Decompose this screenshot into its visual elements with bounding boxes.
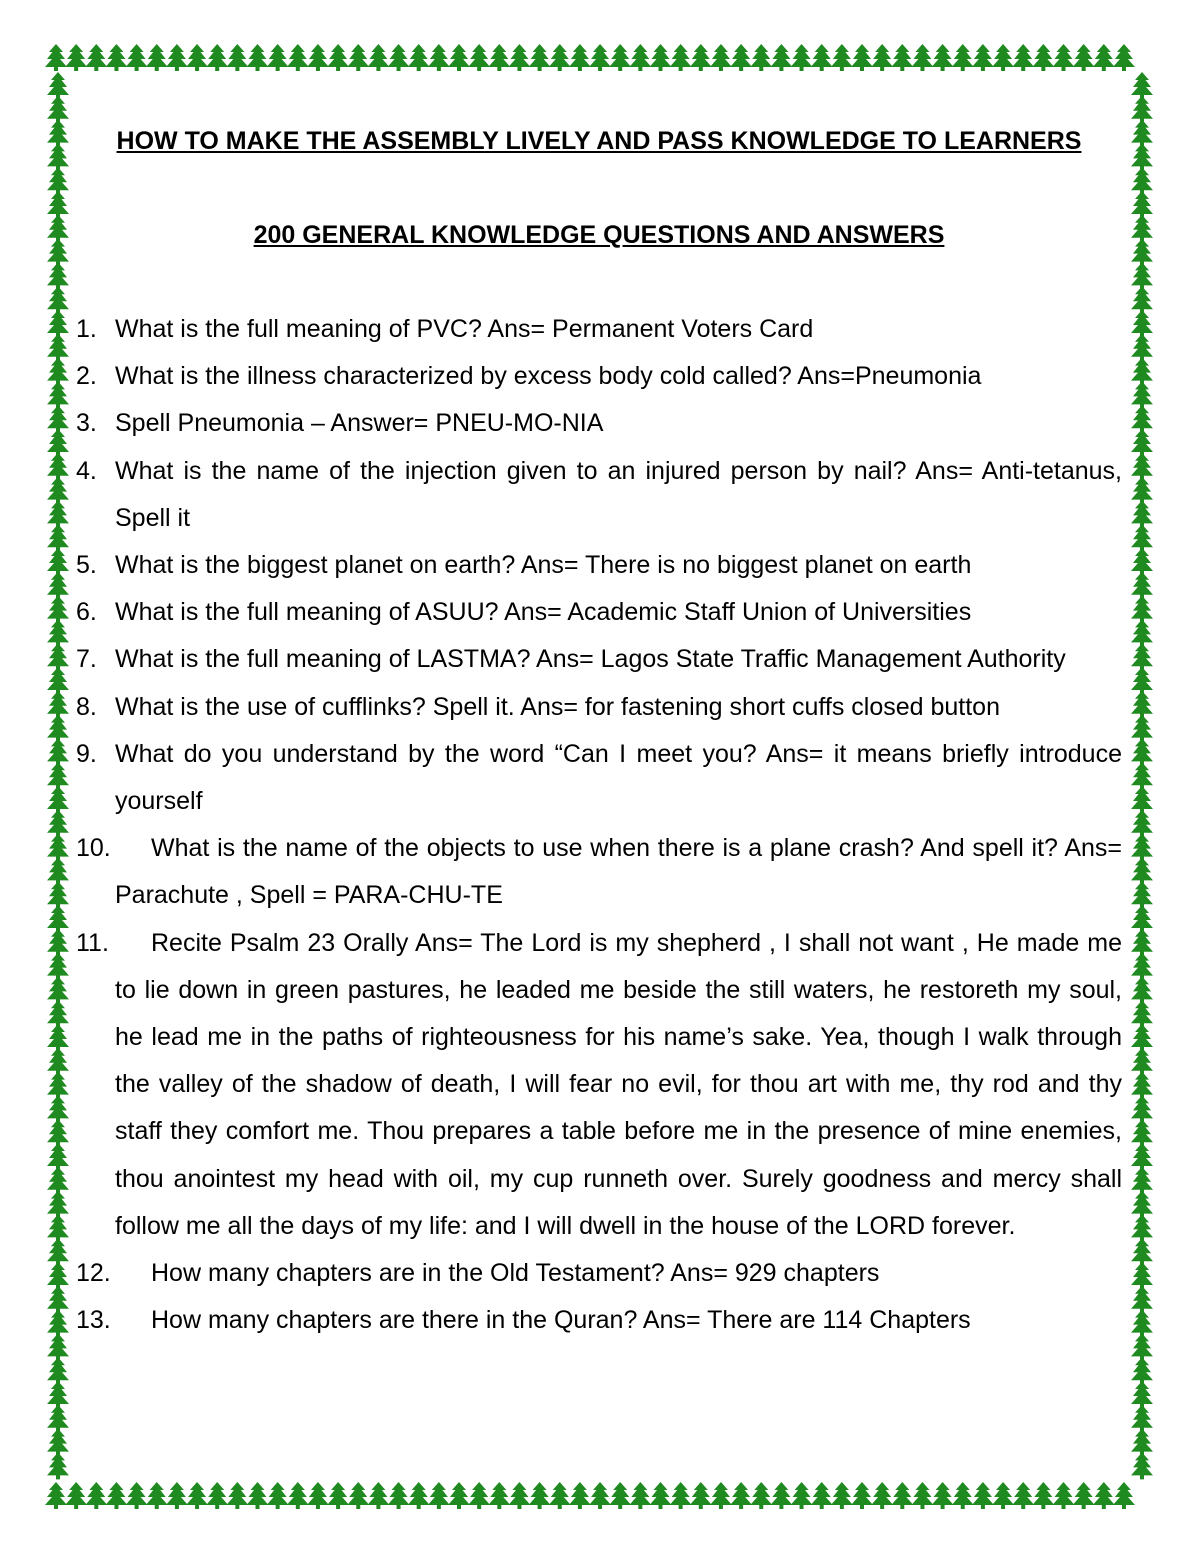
tree-icon: [1073, 1482, 1095, 1509]
question-number: 12.: [76, 1259, 111, 1288]
tree-icon: [932, 1482, 954, 1509]
tree-icon: [47, 1119, 69, 1146]
tree-icon: [47, 953, 69, 980]
tree-icon: [770, 1482, 792, 1509]
tree-icon: [47, 358, 69, 385]
tree-icon: [47, 572, 69, 599]
tree-icon: [891, 44, 913, 71]
tree-icon: [85, 44, 107, 71]
list-item: [76, 400, 1122, 447]
tree-icon: [1131, 262, 1153, 289]
tree-icon: [47, 929, 69, 956]
tree-icon: [47, 1072, 69, 1099]
tree-icon: [85, 1482, 107, 1509]
tree-icon: [811, 1482, 833, 1509]
tree-icon: [1053, 44, 1075, 71]
tree-icon: [47, 1310, 69, 1337]
tree-icon: [508, 44, 530, 71]
tree-icon: [186, 1482, 208, 1509]
tree-icon: [1131, 1357, 1153, 1384]
tree-icon: [146, 1482, 168, 1509]
tree-icon: [851, 1482, 873, 1509]
tree-icon: [871, 44, 893, 71]
tree-icon: [47, 857, 69, 884]
tree-icon: [1131, 1000, 1153, 1027]
tree-icon: [1131, 857, 1153, 884]
tree-icon: [488, 1482, 510, 1509]
tree-icon: [488, 44, 510, 71]
tree-icon: [791, 44, 813, 71]
tree-icon: [730, 44, 752, 71]
tree-icon: [47, 1214, 69, 1241]
question-number: 11.: [76, 928, 109, 957]
tree-icon: [47, 1452, 69, 1479]
tree-icon: [47, 715, 69, 742]
tree-icon: [1012, 44, 1034, 71]
tree-icon: [367, 1482, 389, 1509]
tree-icon: [47, 1024, 69, 1051]
tree-icon: [1131, 1048, 1153, 1075]
tree-icon: [650, 44, 672, 71]
tree-icon: [1131, 215, 1153, 242]
tree-icon: [1131, 96, 1153, 123]
tree-icon: [1131, 691, 1153, 718]
tree-icon: [1131, 929, 1153, 956]
tree-icon: [589, 44, 611, 71]
tree-icon: [47, 834, 69, 861]
tree-icon: [65, 1482, 87, 1509]
tree-icon: [47, 477, 69, 504]
tree-icon: [992, 44, 1014, 71]
question-text: What is the illness characterized by excess body cold called? Ans=Pneumonia: [115, 362, 982, 391]
list-item: [76, 731, 1122, 825]
list-item: [76, 1250, 1122, 1297]
tree-icon: [146, 44, 168, 71]
tree-icon: [47, 1405, 69, 1432]
tree-icon: [126, 44, 148, 71]
tree-icon: [47, 167, 69, 194]
tree-icon: [47, 1048, 69, 1075]
tree-icon: [589, 1482, 611, 1509]
tree-icon: [710, 44, 732, 71]
tree-icon: [1131, 239, 1153, 266]
tree-icon: [1032, 1482, 1054, 1509]
tree-icon: [327, 1482, 349, 1509]
question-number: 6.: [76, 598, 97, 627]
tree-icon: [911, 44, 933, 71]
tree-icon: [47, 667, 69, 694]
tree-icon: [347, 1482, 369, 1509]
tree-icon: [1131, 953, 1153, 980]
tree-icon: [508, 1482, 530, 1509]
list-item: [76, 636, 1122, 683]
question-text: What is the name of the injection given to an injured person by nail? Ans= Anti-tetanus, Spell it: [115, 456, 1122, 532]
tree-icon: [549, 1482, 571, 1509]
tree-icon: [1012, 1482, 1034, 1509]
tree-icon: [932, 44, 954, 71]
list-item: [76, 448, 1122, 542]
question-number: 10.: [76, 834, 111, 863]
tree-icon: [47, 1429, 69, 1456]
right-tree-border: [1128, 72, 1156, 1482]
tree-icon: [710, 1482, 732, 1509]
tree-icon: [1131, 738, 1153, 765]
tree-icon: [1131, 643, 1153, 670]
tree-icon: [65, 44, 87, 71]
tree-icon: [47, 738, 69, 765]
tree-icon: [448, 44, 470, 71]
tree-icon: [569, 44, 591, 71]
tree-icon: [287, 1482, 309, 1509]
tree-icon: [1131, 1381, 1153, 1408]
tree-icon: [408, 44, 430, 71]
tree-icon: [388, 44, 410, 71]
tree-icon: [47, 881, 69, 908]
question-number: 4.: [76, 456, 97, 485]
tree-icon: [166, 1482, 188, 1509]
tree-icon: [891, 1482, 913, 1509]
tree-icon: [47, 786, 69, 813]
bottom-tree-border: [44, 1482, 1156, 1510]
tree-icon: [47, 453, 69, 480]
tree-icon: [47, 262, 69, 289]
tree-icon: [307, 44, 329, 71]
tree-icon: [972, 44, 994, 71]
list-item: [76, 1297, 1122, 1344]
tree-icon: [47, 596, 69, 623]
tree-icon: [1131, 477, 1153, 504]
tree-icon: [750, 1482, 772, 1509]
tree-icon: [831, 1482, 853, 1509]
tree-icon: [1131, 1310, 1153, 1337]
tree-icon: [1131, 976, 1153, 1003]
tree-icon: [247, 44, 269, 71]
tree-icon: [1131, 167, 1153, 194]
tree-icon: [1131, 310, 1153, 337]
question-text: How many chapters are in the Old Testament? Ans= 929 chapters: [151, 1259, 880, 1288]
tree-icon: [1131, 500, 1153, 527]
tree-icon: [47, 1333, 69, 1360]
tree-icon: [1131, 1214, 1153, 1241]
tree-icon: [831, 44, 853, 71]
tree-icon: [529, 44, 551, 71]
tree-icon: [1131, 191, 1153, 218]
tree-icon: [1113, 44, 1135, 71]
tree-icon: [267, 1482, 289, 1509]
tree-icon: [1131, 334, 1153, 361]
list-item: [76, 542, 1122, 589]
question-text: What is the full meaning of PVC? Ans= Permanent Voters Card: [115, 315, 814, 343]
tree-icon: [750, 44, 772, 71]
tree-icon: [287, 44, 309, 71]
tree-icon: [1093, 1482, 1115, 1509]
tree-icon: [47, 524, 69, 551]
tree-icon: [1131, 619, 1153, 646]
tree-icon: [47, 310, 69, 337]
tree-icon: [529, 1482, 551, 1509]
question-number: 5.: [76, 551, 97, 580]
question-number: 1.: [76, 315, 97, 343]
tree-icon: [47, 1000, 69, 1027]
tree-icon: [47, 1381, 69, 1408]
list-item: [76, 306, 1122, 353]
tree-icon: [47, 215, 69, 242]
tree-icon: [1131, 1405, 1153, 1432]
tree-icon: [690, 44, 712, 71]
page-content: [76, 118, 1122, 1344]
tree-icon: [47, 1357, 69, 1384]
list-item: [76, 353, 1122, 400]
tree-icon: [770, 44, 792, 71]
question-number: 9.: [76, 739, 97, 768]
tree-icon: [1131, 834, 1153, 861]
list-item: [76, 920, 1122, 1250]
tree-icon: [247, 1482, 269, 1509]
tree-icon: [1032, 44, 1054, 71]
tree-icon: [367, 44, 389, 71]
tree-icon: [47, 1095, 69, 1122]
tree-icon: [327, 44, 349, 71]
tree-icon: [1131, 762, 1153, 789]
question-text: What do you understand by the word “Can I meet you? Ans= it means briefly introduce yourself: [115, 739, 1122, 816]
tree-icon: [1131, 524, 1153, 551]
tree-icon: [1131, 1452, 1153, 1479]
page-title: HOW TO MAKE THE ASSEMBLY LIVELY AND PASS KNOWLEDGE TO LEARNERS: [116, 127, 1082, 155]
tree-icon: [952, 1482, 974, 1509]
tree-icon: [670, 1482, 692, 1509]
tree-icon: [226, 44, 248, 71]
list-item: [76, 684, 1122, 731]
tree-icon: [1053, 1482, 1075, 1509]
tree-icon: [206, 1482, 228, 1509]
tree-icon: [549, 44, 571, 71]
tree-icon: [629, 44, 651, 71]
tree-icon: [47, 762, 69, 789]
question-text: What is the biggest planet on earth? Ans= There is no biggest planet on earth: [115, 551, 972, 580]
tree-icon: [811, 44, 833, 71]
tree-icon: [1131, 596, 1153, 623]
tree-icon: [47, 429, 69, 456]
tree-icon: [1131, 905, 1153, 932]
tree-icon: [650, 1482, 672, 1509]
tree-icon: [47, 1286, 69, 1313]
tree-icon: [1131, 1119, 1153, 1146]
tree-icon: [47, 619, 69, 646]
tree-icon: [428, 1482, 450, 1509]
left-tree-border: [44, 72, 72, 1482]
question-text: What is the use of cufflinks? Spell it. Ans= for fastening short cuffs closed button: [115, 692, 1000, 721]
question-text: What is the full meaning of ASUU? Ans= Academic Staff Union of Universities: [115, 598, 972, 627]
tree-icon: [1131, 1333, 1153, 1360]
tree-icon: [47, 810, 69, 837]
tree-icon: [1131, 286, 1153, 313]
tree-icon: [1131, 667, 1153, 694]
tree-icon: [911, 1482, 933, 1509]
tree-icon: [206, 44, 228, 71]
tree-icon: [47, 72, 69, 99]
tree-icon: [47, 286, 69, 313]
tree-icon: [1131, 572, 1153, 599]
tree-icon: [851, 44, 873, 71]
tree-icon: [1131, 120, 1153, 147]
tree-icon: [267, 44, 289, 71]
tree-icon: [609, 1482, 631, 1509]
tree-icon: [47, 120, 69, 147]
question-list: [76, 306, 1122, 1344]
tree-icon: [47, 405, 69, 432]
tree-icon: [1131, 786, 1153, 813]
tree-icon: [569, 1482, 591, 1509]
tree-icon: [47, 1167, 69, 1194]
tree-icon: [47, 381, 69, 408]
tree-icon: [388, 1482, 410, 1509]
tree-icon: [166, 44, 188, 71]
tree-icon: [1131, 1167, 1153, 1194]
tree-icon: [45, 44, 67, 71]
tree-icon: [47, 691, 69, 718]
tree-icon: [690, 1482, 712, 1509]
tree-icon: [1131, 1191, 1153, 1218]
tree-icon: [1131, 548, 1153, 575]
tree-icon: [1131, 405, 1153, 432]
tree-icon: [1131, 1286, 1153, 1313]
tree-icon: [1131, 810, 1153, 837]
tree-icon: [972, 1482, 994, 1509]
tree-icon: [47, 905, 69, 932]
question-number: 13.: [76, 1306, 111, 1335]
tree-icon: [1131, 453, 1153, 480]
tree-icon: [1131, 1024, 1153, 1051]
tree-icon: [47, 143, 69, 170]
top-tree-border: [44, 44, 1156, 72]
tree-icon: [609, 44, 631, 71]
question-text: Spell Pneumonia – Answer= PNEU-MO-NIA: [115, 409, 604, 438]
tree-icon: [47, 500, 69, 527]
tree-icon: [791, 1482, 813, 1509]
question-text: What is the full meaning of LASTMA? Ans= Lagos State Traffic Management Authority: [115, 645, 1066, 674]
question-number: 3.: [76, 409, 97, 438]
tree-icon: [47, 334, 69, 361]
tree-icon: [47, 96, 69, 123]
tree-icon: [47, 548, 69, 575]
tree-icon: [105, 44, 127, 71]
tree-icon: [105, 1482, 127, 1509]
tree-icon: [1131, 143, 1153, 170]
question-number: 7.: [76, 645, 97, 674]
tree-icon: [47, 643, 69, 670]
tree-icon: [47, 1238, 69, 1265]
tree-icon: [468, 44, 490, 71]
tree-icon: [1093, 44, 1115, 71]
tree-icon: [45, 1482, 67, 1509]
tree-icon: [1131, 358, 1153, 385]
tree-icon: [871, 1482, 893, 1509]
page-subtitle: 200 GENERAL KNOWLEDGE QUESTIONS AND ANSWERS: [253, 221, 945, 249]
tree-icon: [428, 44, 450, 71]
tree-icon: [1073, 44, 1095, 71]
tree-icon: [1131, 429, 1153, 456]
tree-icon: [1131, 72, 1153, 99]
question-number: 2.: [76, 362, 97, 391]
tree-icon: [47, 1262, 69, 1289]
tree-icon: [448, 1482, 470, 1509]
tree-icon: [47, 1143, 69, 1170]
tree-icon: [1131, 1429, 1153, 1456]
question-text: What is the name of the objects to use when there is a plane crash? And spell it? Ans= Parachute , Spell = PARA-CHU-TE: [115, 834, 1122, 910]
tree-icon: [47, 191, 69, 218]
tree-icon: [226, 1482, 248, 1509]
question-number: 8.: [76, 692, 97, 721]
tree-icon: [1131, 381, 1153, 408]
tree-icon: [408, 1482, 430, 1509]
tree-icon: [1131, 715, 1153, 742]
tree-icon: [468, 1482, 490, 1509]
tree-icon: [126, 1482, 148, 1509]
list-item: [76, 825, 1122, 919]
tree-icon: [1131, 1262, 1153, 1289]
tree-icon: [629, 1482, 651, 1509]
tree-icon: [1131, 1238, 1153, 1265]
tree-icon: [1131, 1143, 1153, 1170]
tree-icon: [307, 1482, 329, 1509]
question-text: How many chapters are there in the Quran? Ans= There are 114 Chapters: [151, 1306, 971, 1335]
tree-icon: [730, 1482, 752, 1509]
tree-icon: [47, 1191, 69, 1218]
tree-icon: [670, 44, 692, 71]
tree-icon: [952, 44, 974, 71]
tree-icon: [992, 1482, 1014, 1509]
tree-icon: [1131, 881, 1153, 908]
tree-icon: [47, 976, 69, 1003]
tree-icon: [1131, 1095, 1153, 1122]
tree-icon: [347, 44, 369, 71]
tree-icon: [47, 239, 69, 266]
list-item: [76, 589, 1122, 636]
tree-icon: [1131, 1072, 1153, 1099]
tree-icon: [186, 44, 208, 71]
question-text: Recite Psalm 23 Orally Ans= The Lord is my shepherd , I shall not want , He made me to lie down in green pastures, he leaded me beside the still waters, he restoreth my soul, he lead me in the paths of righteousness for his name’s sake. Yea, though I walk through the valley of the shadow of death, I will fear no evil, for thou art with me, thy rod and thy staff they comfort me. Thou prepares a table before me in the presence of mine enemies, thou anointest my head with oil, my cup runneth over. Surely goodness and mercy shall follow me all the days of my life: and I will dwell in the house of the LORD forever.: [115, 928, 1122, 1240]
tree-icon: [1113, 1482, 1135, 1509]
